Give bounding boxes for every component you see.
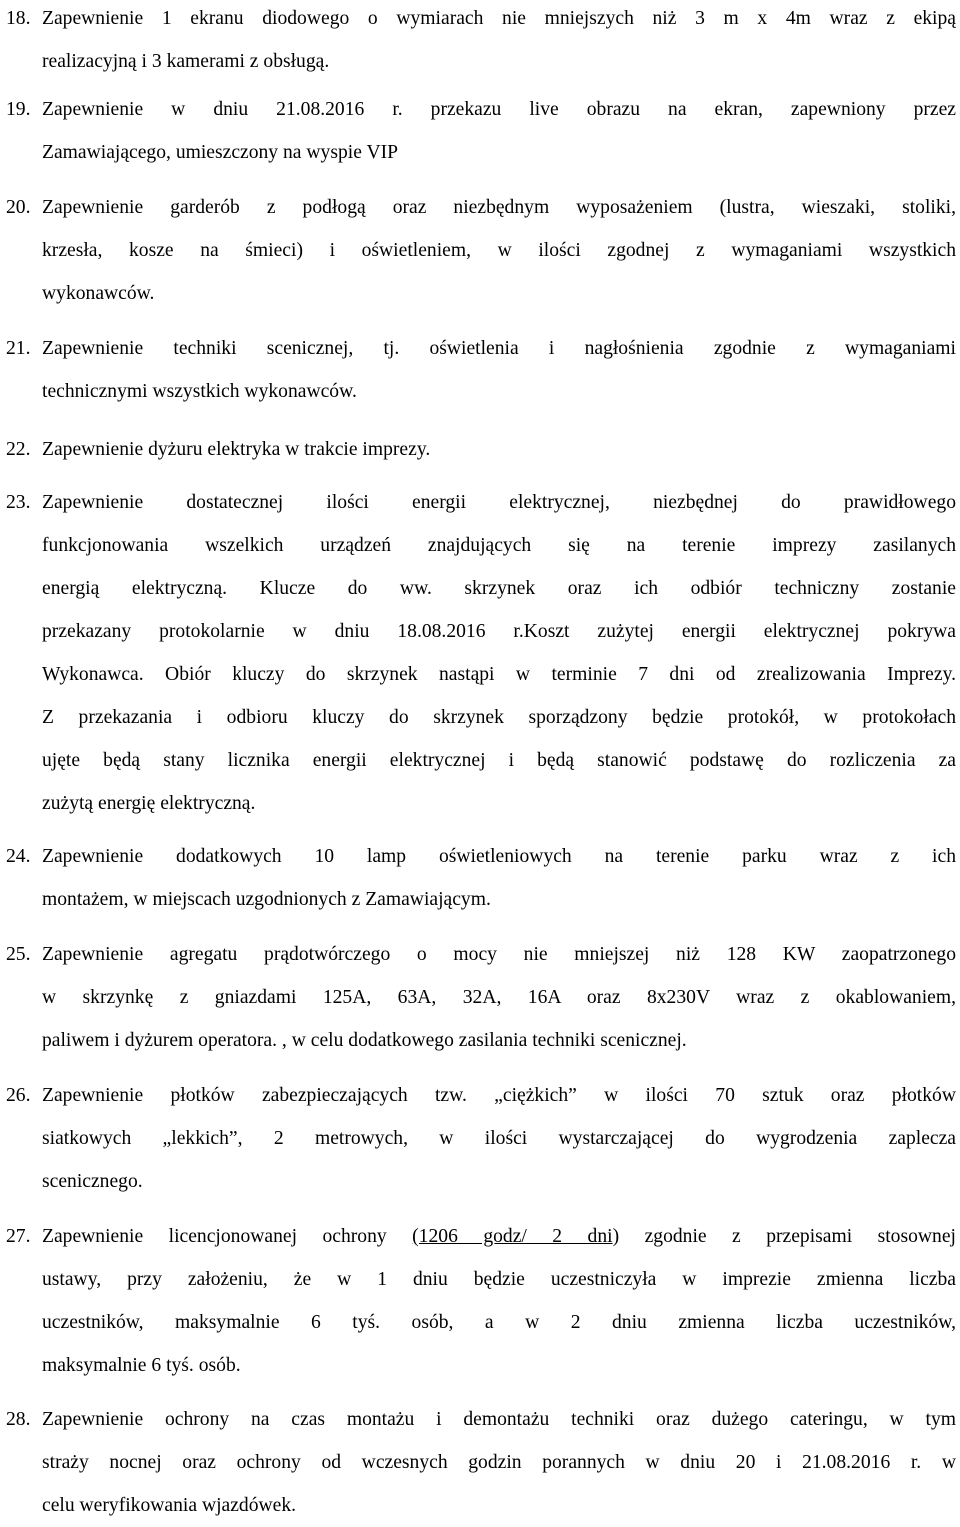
- list-item-24: [6, 835, 956, 921]
- list-item-19: [6, 88, 956, 174]
- list-item-line: przekazany protokolarnie w dniu 18.08.2016 r.Koszt zużytej energii elektrycznej pokrywa: [42, 621, 956, 642]
- list-item-line: 26. Zapewnienie płotków zabezpieczających tzw. „ciężkich” w ilości 70 sztuk oraz płotków: [6, 1074, 956, 1117]
- list-item-line: krzesła, kosze na śmieci) i oświetleniem, w ilości zgodnej z wymaganiami wszystkich: [42, 240, 956, 261]
- list-item-line: straży nocnej oraz ochrony od wczesnych godzin porannych w dniu 20 i 21.08.2016 r. w: [42, 1452, 956, 1473]
- list-item-line: 25. Zapewnienie agregatu prądotwórczego o mocy nie mniejszej niż 128 KW zaopatrzonego: [6, 933, 956, 976]
- list-item-line: Zamawiającego, umieszczony na wyspie VIP: [42, 142, 399, 163]
- list-item-line: 19. Zapewnienie w dniu 21.08.2016 r. przekazu live obrazu na ekran, zapewniony przez: [6, 88, 956, 131]
- list-item-line: technicznymi wszystkich wykonawców.: [42, 381, 357, 402]
- list-item-20: [6, 186, 956, 315]
- item-number: 26.: [6, 1085, 31, 1106]
- list-item-line: energią elektryczną. Klucze do ww. skrzynek oraz ich odbiór techniczny zostanie: [42, 578, 956, 599]
- list-item-line: Z przekazania i odbioru kluczy do skrzynek sporządzony będzie protokół, w protokołach: [42, 707, 956, 728]
- item-number: 21.: [6, 338, 31, 359]
- list-item-26: [6, 1074, 956, 1203]
- list-item-line: 27. Zapewnienie licencjonowanej ochrony (1206 godz/ 2 dni) zgodnie z przepisami stosownej: [6, 1215, 956, 1258]
- list-item-line: ujęte będą stany licznika energii elektrycznej i będą stanowić podstawę do rozliczenia za: [42, 750, 956, 771]
- item-number: 19.: [6, 99, 31, 120]
- list-item-line: uczestników, maksymalnie 6 tyś. osób, a w 2 dniu zmienna liczba uczestników,: [42, 1312, 956, 1333]
- list-item-22: [6, 428, 956, 471]
- list-item-line: celu weryfikowania wjazdówek.: [42, 1495, 297, 1516]
- list-item-23: [6, 481, 956, 825]
- list-item-line: 20. Zapewnienie garderób z podłogą oraz niezbędnym wyposażeniem (lustra, wieszaki, stoliki,: [6, 186, 956, 229]
- underlined-duration: (1206 godz/ 2 dni: [412, 1226, 613, 1247]
- item-number: 22.: [6, 439, 31, 460]
- item-number: 28.: [6, 1409, 31, 1430]
- list-item-line: 18. Zapewnienie 1 ekranu diodowego o wymiarach nie mniejszych niż 3 m x 4m wraz z ekipą: [6, 0, 956, 40]
- list-item-25: [6, 933, 956, 1062]
- list-item-line: wykonawców.: [42, 283, 155, 304]
- list-item-line: w skrzynkę z gniazdami 125A, 63A, 32A, 16A oraz 8x230V wraz z okablowaniem,: [42, 987, 956, 1008]
- list-item-line: 23. Zapewnienie dostatecznej ilości energii elektrycznej, niezbędnej do prawidłowego: [6, 481, 956, 524]
- list-item-line: 21. Zapewnienie techniki scenicznej, tj. oświetlenia i nagłośnienia zgodnie z wymaganiami: [6, 327, 956, 370]
- item-number: 25.: [6, 944, 31, 965]
- list-item-line: zużytą energię elektryczną.: [42, 793, 256, 814]
- item-number: 18.: [6, 8, 31, 29]
- list-item-21: [6, 327, 956, 413]
- item-number: 27.: [6, 1226, 31, 1247]
- list-item-line: montażem, w miejscach uzgodnionych z Zamawiającym.: [42, 889, 491, 910]
- list-item-line: maksymalnie 6 tyś. osób.: [42, 1355, 241, 1376]
- list-item-line: realizacyjną i 3 kamerami z obsługą.: [42, 51, 330, 72]
- list-item-line: 22. Zapewnienie dyżuru elektryka w trakcie imprezy.: [6, 428, 956, 471]
- list-item-27: [6, 1215, 956, 1387]
- list-item-line: siatkowych „lekkich”, 2 metrowych, w ilości wystarczającej do wygrodzenia zaplecza: [42, 1128, 956, 1149]
- list-item-line: scenicznego.: [42, 1171, 143, 1192]
- item-number: 24.: [6, 846, 31, 867]
- list-item-18: [6, 0, 956, 83]
- list-item-line: 24. Zapewnienie dodatkowych 10 lamp oświetleniowych na terenie parku wraz z ich: [6, 835, 956, 878]
- list-item-28: [6, 1398, 956, 1527]
- list-item-line: ustawy, przy założeniu, że w 1 dniu będzie uczestniczyła w imprezie zmienna liczba: [42, 1269, 956, 1290]
- item-number: 20.: [6, 197, 31, 218]
- list-item-line: funkcjonowania wszelkich urządzeń znajdujących się na terenie imprezy zasilanych: [42, 535, 956, 556]
- list-item-line: Wykonawca. Obiór kluczy do skrzynek nastąpi w terminie 7 dni od zrealizowania Imprezy.: [42, 664, 956, 685]
- item-number: 23.: [6, 492, 31, 513]
- list-item-line: paliwem i dyżurem operatora. , w celu dodatkowego zasilania techniki scenicznej.: [42, 1030, 687, 1051]
- list-item-line: 28. Zapewnienie ochrony na czas montażu i demontażu techniki oraz dużego cateringu, w tym: [6, 1398, 956, 1441]
